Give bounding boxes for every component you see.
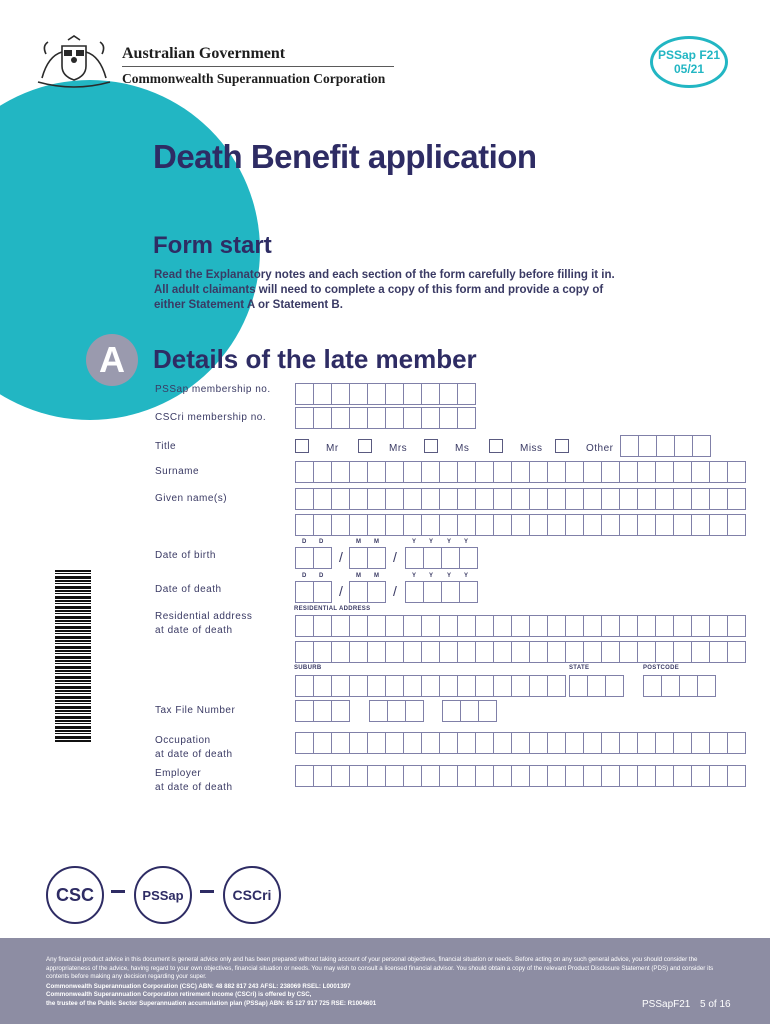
dod-hint-y4: Y xyxy=(464,573,469,579)
employer-label-line-1: Employer xyxy=(155,768,202,779)
title-other-input[interactable] xyxy=(620,435,710,457)
tfn-label: Tax File Number xyxy=(155,705,236,716)
tfn-input-group-2[interactable] xyxy=(369,700,423,722)
dob-hint-y3: Y xyxy=(447,539,452,545)
occupation-label-line-2: at date of death xyxy=(155,749,233,760)
title-other-label: Other xyxy=(586,443,614,454)
form-reference: PSSapF21 xyxy=(642,999,691,1010)
logo-connector-1 xyxy=(111,890,125,893)
footer-disclaimer xyxy=(46,956,726,1008)
page-number: 5 of 16 xyxy=(700,999,731,1010)
dod-hint-y3: Y xyxy=(447,573,452,579)
dod-hint-y2: Y xyxy=(429,573,434,579)
occupation-input[interactable] xyxy=(295,732,745,754)
csc-abn-line: Commonwealth Superannuation Corporation (CSC) ABN: 48 882 817 243 AFSL: 238069 RSEL: L0001397 xyxy=(46,982,351,990)
logo-connector-2 xyxy=(200,890,214,893)
dob-hint-y1: Y xyxy=(412,539,417,545)
section-a-badge: A xyxy=(86,334,138,386)
document-barcode xyxy=(55,570,91,742)
dod-hint-d2: D xyxy=(319,573,324,579)
given-names-input-line-2[interactable] xyxy=(295,514,745,536)
dod-hint-m2: M xyxy=(374,573,380,579)
dob-hint-y2: Y xyxy=(429,539,434,545)
address-input-line-2[interactable] xyxy=(295,641,745,663)
section-a-heading: Details of the late member xyxy=(153,344,477,374)
dod-hint-m1: M xyxy=(356,573,362,579)
suburb-input[interactable] xyxy=(295,675,565,697)
dod-month-input[interactable] xyxy=(349,581,385,603)
tfn-input-group-3[interactable] xyxy=(442,700,496,722)
organisation-name: Commonwealth Superannuation Corporation xyxy=(122,71,386,86)
form-date: 05/21 xyxy=(673,62,705,76)
coat-of-arms-icon xyxy=(34,34,114,90)
pssap-abn-line: the trustee of the Public Sector Superannuation accumulation plan (PSSap) ABN: 65 127 917 725 RSE: R1004601 xyxy=(46,999,377,1007)
pssap-membership-input[interactable] xyxy=(295,383,475,405)
surname-input[interactable] xyxy=(295,461,745,483)
dob-hint-m1: M xyxy=(356,539,362,545)
title-mrs-checkbox[interactable] xyxy=(358,439,372,453)
pssap-logo: PSSap xyxy=(134,866,192,924)
state-hint: STATE xyxy=(569,665,590,671)
dob-hint-m2: M xyxy=(374,539,380,545)
cscri-membership-label: CSCri membership no. xyxy=(155,412,267,423)
form-code-badge xyxy=(650,36,728,88)
title-mrs-label: Mrs xyxy=(389,443,408,454)
given-names-input-line-1[interactable] xyxy=(295,488,745,510)
section-heading-form-start: Form start xyxy=(153,232,272,259)
form-code: PSSap F21 xyxy=(657,48,721,62)
employer-label-line-2: at date of death xyxy=(155,782,233,793)
address-label-line-2: at date of death xyxy=(155,625,233,636)
dob-month-input[interactable] xyxy=(349,547,385,569)
postcode-input[interactable] xyxy=(643,675,715,697)
cscri-logo: CSCri xyxy=(223,866,281,924)
dob-day-input[interactable] xyxy=(295,547,331,569)
dod-day-input[interactable] xyxy=(295,581,331,603)
dod-separator-1: / xyxy=(339,583,343,599)
header-divider xyxy=(122,66,394,67)
address-input-line-1[interactable] xyxy=(295,615,745,637)
dob-separator-2: / xyxy=(393,549,397,565)
title-miss-checkbox[interactable] xyxy=(489,439,503,453)
residential-address-hint: RESIDENTIAL ADDRESS xyxy=(294,606,371,612)
intro-text: Read the Explanatory notes and each section of the form carefully before filling it in. All adult claimants will need to complete a copy of this form and provide a copy of either Statement A or Statement B. xyxy=(154,269,615,311)
cscri-membership-input[interactable] xyxy=(295,407,475,429)
dod-year-input[interactable] xyxy=(405,581,477,603)
title-ms-label: Ms xyxy=(455,443,470,454)
address-label-line-1: Residential address xyxy=(155,611,253,622)
occupation-label-line-1: Occupation xyxy=(155,735,211,746)
given-names-label: Given name(s) xyxy=(155,493,228,504)
document-title: Death Benefit application xyxy=(153,138,537,175)
dob-label: Date of birth xyxy=(155,550,216,561)
title-ms-checkbox[interactable] xyxy=(424,439,438,453)
suburb-hint: SUBURB xyxy=(294,665,322,671)
tfn-input-group-1[interactable] xyxy=(295,700,349,722)
dob-separator-1: / xyxy=(339,549,343,565)
pssap-membership-label: PSSap membership no. xyxy=(155,384,271,395)
postcode-hint: POSTCODE xyxy=(643,665,680,671)
disclaimer-text: Any financial product advice in this document is general advice only and has been prepared without taking account of your personal objectives, financial situation or needs. Before acting on any such general advice, you should consider the appropriateness of the advice, having regard to your own objectives, financial situation or needs. You may wish to consult a licensed financial advisor. You should obtain a copy of the relevant Product Disclosure Statement (PDS) and consider its contents before making any decision regarding your super. xyxy=(46,956,714,980)
dob-hint-d1: D xyxy=(302,539,307,545)
employer-input[interactable] xyxy=(295,765,745,787)
csc-logo: CSC xyxy=(46,866,104,924)
government-title: Australian Government xyxy=(122,45,286,62)
cscri-line: Commonwealth Superannuation Corporation retirement income (CSCri) is offered by CSC, xyxy=(46,991,312,998)
title-miss-label: Miss xyxy=(520,443,543,454)
title-mr-label: Mr xyxy=(326,443,339,454)
dod-label: Date of death xyxy=(155,584,222,595)
dod-separator-2: / xyxy=(393,583,397,599)
dob-hint-y4: Y xyxy=(464,539,469,545)
dod-hint-d1: D xyxy=(302,573,307,579)
surname-label: Surname xyxy=(155,466,200,477)
dod-hint-y1: Y xyxy=(412,573,417,579)
title-other-checkbox[interactable] xyxy=(555,439,569,453)
title-mr-checkbox[interactable] xyxy=(295,439,309,453)
dob-year-input[interactable] xyxy=(405,547,477,569)
state-input[interactable] xyxy=(569,675,623,697)
title-label: Title xyxy=(155,441,177,452)
dob-hint-d2: D xyxy=(319,539,324,545)
